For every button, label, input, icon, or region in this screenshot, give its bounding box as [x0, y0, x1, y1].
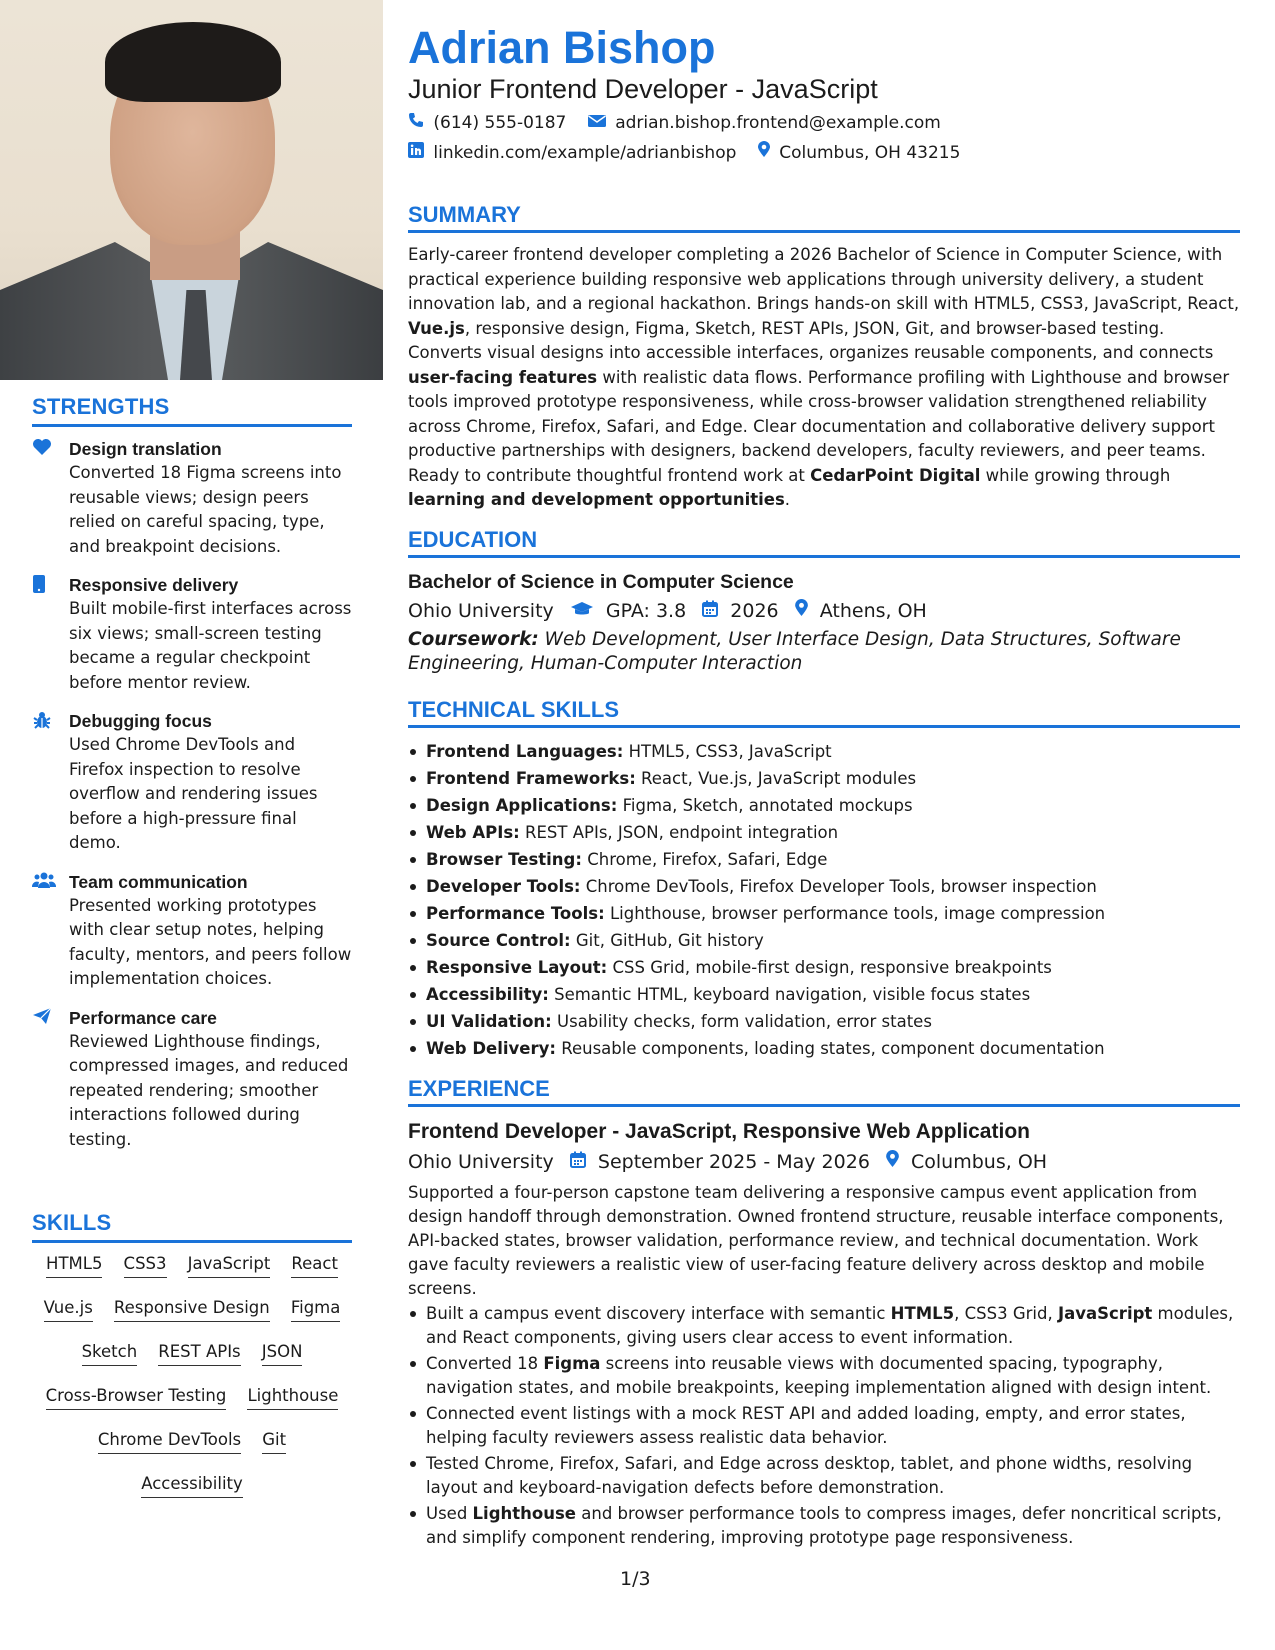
- list-item: Connected event listings with a mock REST API and added loading, empty, and error states, helping faculty reviewers assess realistic data behavior.: [408, 1402, 1240, 1451]
- profile-photo: [0, 0, 383, 380]
- skill-tag: Accessibility: [141, 1473, 243, 1498]
- strength-title: Design translation: [69, 439, 222, 459]
- phone-text: (614) 555-0187: [433, 113, 567, 133]
- strengths-heading: STRENGTHS: [32, 394, 352, 427]
- list-item: Frontend Languages: HTML5, CSS3, JavaScript: [408, 738, 1240, 765]
- skill-tag: Cross-Browser Testing: [46, 1385, 227, 1410]
- left-column: [0, 0, 383, 1650]
- strength-description: Used Chrome DevTools and Firefox inspection to resolve overflow and rendering issues before a high-pressure final demo.: [69, 735, 318, 852]
- list-item: Used Lighthouse and browser performance tools to compress images, defer noncritical scripts, and simplify component rendering, improving prototype page responsiveness.: [408, 1502, 1240, 1551]
- skill-tag: Sketch: [82, 1341, 138, 1366]
- list-item: Browser Testing: Chrome, Firefox, Safari, Edge: [408, 846, 1240, 873]
- candidate-role: Junior Frontend Developer - JavaScript: [408, 74, 878, 104]
- strength-item: [32, 437, 352, 559]
- heart-icon: [32, 437, 69, 559]
- gpa: GPA: 3.8: [605, 599, 687, 622]
- strength-description: Reviewed Lighthouse findings, compressed images, and reduced repeated rendering; smoother interactions followed during testing.: [69, 1031, 349, 1149]
- list-item: Developer Tools: Chrome DevTools, Firefox Developer Tools, browser inspection: [408, 873, 1240, 900]
- strength-description: Presented working prototypes with clear setup notes, helping faculty, mentors, and peers follow implementation choices.: [69, 895, 352, 988]
- linkedin[interactable]: [408, 143, 742, 163]
- calendar-icon: [702, 600, 724, 622]
- phone-icon: [408, 113, 429, 133]
- phone: [408, 113, 572, 133]
- candidate-name: Adrian Bishop: [408, 22, 716, 73]
- employer: Ohio University: [408, 1150, 554, 1173]
- linkedin-text[interactable]: linkedin.com/example/adrianbishop: [433, 143, 737, 163]
- list-item: Converted 18 Figma screens into reusable views with documented spacing, typography, navigation states, and mobile breakpoints, keeping implementation aligned with design intent.: [408, 1352, 1240, 1401]
- list-item: Tested Chrome, Firefox, Safari, and Edge across desktop, tablet, and phone widths, resolving layout and keyboard-navigation defects before demonstration.: [408, 1452, 1240, 1501]
- strength-title: Performance care: [69, 1007, 217, 1028]
- technical-skills-section: [408, 697, 1240, 1062]
- summary-text: Early-career frontend developer completing a 2026 Bachelor of Science in Computer Science, with practical experience building responsive web applications through university delivery, a student innovation lab, and a regional hackathon. Brings hands-on skill with HTML5, CSS3, JavaScript, React, Vue.js, responsive design, Figma, Sketch, REST APIs, JSON, Git, and browser-based testing. Converts visual designs into accessible interfaces, organizes reusable components, and connects user-facing features with realistic data flows. Performance profiling with Lighthouse and browser tools improved prototype responsiveness, while cross-browser validation strengthened reliability across Chrome, Firefox, Safari, and Edge. Clear documentation and collaborative delivery support productive partnerships with designers, backend developers, faculty reviewers, and peer teams. Ready to contribute thoughtful frontend work at CedarPoint Digital while growing through learning and development opportunities.: [408, 245, 1240, 509]
- education-section: [408, 527, 1240, 677]
- contact-row: [408, 108, 1240, 168]
- job-location: Columbus, OH: [911, 1150, 1048, 1173]
- skill-tags: [32, 1253, 352, 1517]
- linkedin-icon: [408, 143, 429, 163]
- calendar-icon: [570, 1151, 592, 1173]
- strength-item: [32, 870, 352, 992]
- skill-tag: HTML5: [46, 1253, 102, 1278]
- graduation-year: 2026: [730, 599, 779, 622]
- strength-description: Converted 18 Figma screens into reusable views; design peers relied on careful spacing, type, and breakpoint decisions.: [69, 463, 342, 556]
- users-icon: [32, 870, 69, 992]
- list-item: UI Validation: Usability checks, form validation, error states: [408, 1008, 1240, 1035]
- list-item: Web Delivery: Reusable components, loading states, component documentation: [408, 1035, 1240, 1062]
- email-text[interactable]: adrian.bishop.frontend@example.com: [615, 113, 941, 133]
- education-location: Athens, OH: [819, 599, 927, 622]
- skill-tag: Git: [262, 1429, 286, 1454]
- page-number: 1/3: [620, 1568, 651, 1590]
- strength-title: Debugging focus: [69, 711, 212, 731]
- experience-bullets: [408, 1302, 1240, 1551]
- envelope-icon: [588, 113, 611, 133]
- main-column: [408, 22, 1240, 1551]
- skill-tag: Vue.js: [44, 1297, 93, 1322]
- skill-tag: CSS3: [124, 1253, 167, 1278]
- list-item: Source Control: Git, GitHub, Git history: [408, 927, 1240, 954]
- list-item: Frontend Frameworks: React, Vue.js, JavaScript modules: [408, 765, 1240, 792]
- coursework: Coursework: Web Development, User Interface Design, Data Structures, Software Engineering, Human-Computer Interaction: [408, 628, 1181, 674]
- mobile-icon: [32, 573, 69, 695]
- list-item: Performance Tools: Lighthouse, browser performance tools, image compression: [408, 900, 1240, 927]
- list-item: Responsive Layout: CSS Grid, mobile-first design, responsive breakpoints: [408, 954, 1240, 981]
- strength-item: [32, 573, 352, 695]
- skill-tag: Chrome DevTools: [98, 1429, 241, 1454]
- school: Ohio University: [408, 599, 554, 622]
- job-title: Frontend Developer - JavaScript, Responsive Web Application: [408, 1119, 1030, 1143]
- strength-item: [32, 709, 352, 856]
- email[interactable]: [588, 113, 941, 133]
- skill-tag: Responsive Design: [114, 1297, 270, 1322]
- location: [758, 143, 961, 163]
- strength-item: [32, 1006, 352, 1153]
- job-dates: September 2025 - May 2026: [597, 1150, 870, 1173]
- summary-heading: SUMMARY: [408, 202, 1240, 233]
- skills-heading: SKILLS: [32, 1210, 352, 1243]
- map-pin-icon: [886, 1151, 905, 1173]
- experience-heading: EXPERIENCE: [408, 1076, 1240, 1107]
- strength-title: Team communication: [69, 871, 248, 892]
- job-description: Supported a four-person capstone team delivering a responsive campus event application from design handoff through demonstration. Owned frontend structure, reusable interface components, API-backed states, browser validation, performance review, and technical documentation. Work gave faculty reviewers a realistic view of user-facing feature delivery across desktop and mobile screens.: [408, 1182, 1224, 1298]
- skills-section: [32, 1210, 352, 1517]
- experience-section: [408, 1076, 1240, 1551]
- strength-description: Built mobile-first interfaces across six views; small-screen testing became a regular checkpoint before mentor review.: [69, 599, 352, 692]
- map-pin-icon: [758, 143, 775, 163]
- paper-plane-icon: [32, 1006, 69, 1153]
- education-heading: EDUCATION: [408, 527, 1240, 558]
- graduation-cap-icon: [570, 600, 600, 622]
- technical-skills-list: [408, 738, 1240, 1062]
- strengths-section: [32, 394, 352, 1166]
- technical-skills-heading: TECHNICAL SKILLS: [408, 697, 1240, 728]
- skill-tag: React: [291, 1253, 338, 1278]
- skill-tag: JavaScript: [188, 1253, 271, 1278]
- skill-tag: Figma: [291, 1297, 341, 1322]
- strength-title: Responsive delivery: [69, 575, 239, 595]
- list-item: Accessibility: Semantic HTML, keyboard navigation, visible focus states: [408, 981, 1240, 1008]
- list-item: Built a campus event discovery interface with semantic HTML5, CSS3 Grid, JavaScript modules, and React components, giving users clear access to event information.: [408, 1302, 1240, 1351]
- location-text: Columbus, OH 43215: [779, 143, 961, 163]
- skill-tag: REST APIs: [158, 1341, 240, 1366]
- list-item: Web APIs: REST APIs, JSON, endpoint integration: [408, 819, 1240, 846]
- degree: Bachelor of Science in Computer Science: [408, 570, 794, 593]
- bug-icon: [32, 709, 69, 856]
- education-meta: [408, 596, 1240, 626]
- skill-tag: JSON: [262, 1341, 303, 1366]
- summary-section: [408, 202, 1240, 513]
- job-meta: [408, 1147, 1240, 1177]
- map-pin-icon: [795, 600, 814, 622]
- list-item: Design Applications: Figma, Sketch, annotated mockups: [408, 792, 1240, 819]
- skill-tag: Lighthouse: [247, 1385, 338, 1410]
